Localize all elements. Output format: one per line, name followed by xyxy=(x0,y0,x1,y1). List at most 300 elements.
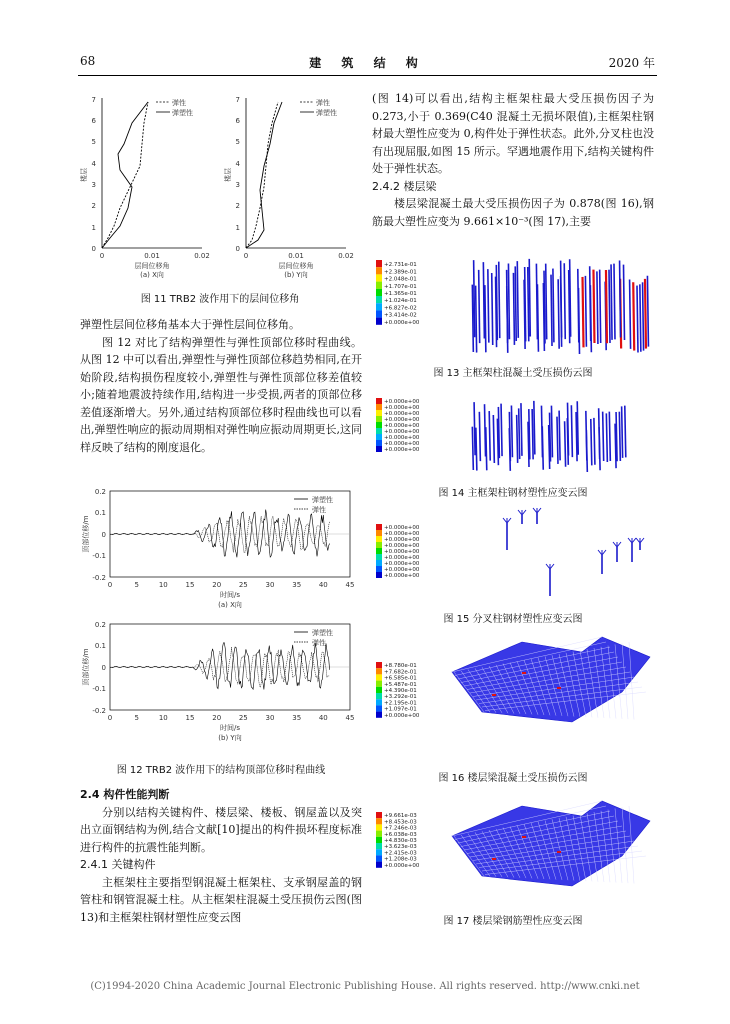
fig13-contour xyxy=(372,254,654,360)
legend-label: +0.000e+00 xyxy=(384,405,420,411)
fig11b-plastic-line xyxy=(246,102,282,248)
column-member xyxy=(485,404,486,456)
svg-text:3: 3 xyxy=(235,181,240,189)
damage-spot xyxy=(522,836,526,838)
fig15-contour xyxy=(372,502,654,602)
column-member xyxy=(606,413,607,462)
header-rule xyxy=(78,75,657,76)
legend-swatch xyxy=(376,566,382,572)
column-member xyxy=(472,427,473,470)
column-member xyxy=(583,277,584,347)
column-member xyxy=(609,270,610,343)
legend-label: +0.000e+00 xyxy=(384,862,420,869)
column-member xyxy=(558,279,559,348)
svg-text:弹性: 弹性 xyxy=(312,639,326,647)
legend-label: +0.000e+00 xyxy=(384,399,420,405)
svg-text:0.02: 0.02 xyxy=(194,252,210,260)
svg-text:0.02: 0.02 xyxy=(338,252,354,260)
right-text-1 xyxy=(372,90,654,230)
paragraph: 楼层梁混凝土最大受压损伤因子为 0.878(图 16),钢筋最大塑性应变为 9.661×10⁻³(图 17),主要 xyxy=(372,197,654,228)
column-member xyxy=(508,263,509,339)
svg-text:5: 5 xyxy=(235,138,240,146)
legend-swatch xyxy=(376,843,382,849)
column-member xyxy=(591,419,592,465)
column-member xyxy=(479,270,480,343)
legend-label: +0.000e+00 xyxy=(384,417,420,423)
legend-swatch xyxy=(376,572,382,578)
svg-text:-0.2: -0.2 xyxy=(92,707,106,715)
svg-text:1: 1 xyxy=(235,224,240,232)
legend-swatch xyxy=(376,824,382,830)
legend-swatch xyxy=(376,410,382,416)
legend-label: +5.487e-01 xyxy=(384,681,417,688)
column-member xyxy=(557,417,558,464)
legend-label: +2.048e-01 xyxy=(384,276,417,283)
column-member xyxy=(565,421,566,466)
svg-text:6: 6 xyxy=(91,117,96,125)
svg-text:弹塑性: 弹塑性 xyxy=(312,629,333,637)
column-member xyxy=(647,276,648,347)
legend-swatch xyxy=(376,862,382,868)
column-member xyxy=(551,275,552,346)
fig12-caption: 图 12 TRB2 波作用下的结构顶部位移时程曲线 xyxy=(116,765,326,776)
svg-text:5: 5 xyxy=(134,714,139,722)
svg-text:顶部位移/m: 顶部位移/m xyxy=(82,648,90,686)
column-member xyxy=(616,412,617,461)
legend-swatch xyxy=(376,674,382,680)
legend-label: +1.024e-01 xyxy=(384,298,417,305)
column-member xyxy=(568,403,569,456)
legend-swatch xyxy=(376,812,382,818)
svg-text:弹性: 弹性 xyxy=(316,99,330,107)
column-member xyxy=(625,406,626,458)
legend-swatch xyxy=(376,428,382,434)
column-member xyxy=(546,264,547,340)
svg-text:-0.1: -0.1 xyxy=(92,552,106,560)
column-member xyxy=(594,418,595,465)
svg-text:1: 1 xyxy=(91,224,96,232)
legend-label: +6.038e-03 xyxy=(384,831,417,838)
left-text-1 xyxy=(80,316,362,456)
column-member xyxy=(541,406,542,458)
svg-text:6: 6 xyxy=(235,117,240,125)
legend-swatch xyxy=(376,855,382,861)
column-member xyxy=(529,409,530,459)
svg-text:(a) X向: (a) X向 xyxy=(140,271,164,279)
branch-top xyxy=(636,538,644,543)
svg-text:层间位移角: 层间位移角 xyxy=(278,262,314,270)
svg-text:2: 2 xyxy=(235,202,240,210)
svg-text:时间/s: 时间/s xyxy=(219,591,241,599)
legend-swatch xyxy=(376,303,382,310)
legend-swatch xyxy=(376,705,382,711)
section-heading: 2.4 构件性能判断 xyxy=(80,788,170,801)
svg-text:0: 0 xyxy=(101,531,106,539)
legend-swatch xyxy=(376,296,382,303)
legend-label: +2.415e-03 xyxy=(384,850,417,857)
legend-swatch xyxy=(376,282,382,289)
svg-text:10: 10 xyxy=(158,714,168,722)
left-text-2 xyxy=(80,786,362,926)
legend-label: +2.195e-01 xyxy=(384,700,417,707)
column-member xyxy=(507,270,508,343)
column-member xyxy=(488,269,489,343)
legend-label: +0.000e+00 xyxy=(384,537,420,543)
legend-swatch xyxy=(376,693,382,699)
legend-swatch xyxy=(376,404,382,410)
svg-text:10: 10 xyxy=(158,581,168,589)
column-member xyxy=(619,412,620,461)
legend-swatch xyxy=(376,422,382,428)
legend-swatch xyxy=(376,536,382,542)
legend-swatch xyxy=(376,310,382,317)
paragraph: 分别以结构关键构件、楼层梁、楼板、钢屋盖以及突出立面钢结构为例,结合文献[10]提出的构件损坏程度标准进行构件的抗震性能判断。 xyxy=(80,805,362,854)
column-member xyxy=(593,270,594,343)
column-member xyxy=(515,266,516,341)
column-member xyxy=(633,282,634,350)
fig13-caption: 图 13 主框架柱混凝土受压损伤云图 xyxy=(433,368,593,379)
column-member xyxy=(550,413,551,462)
column-member xyxy=(528,267,529,341)
svg-text:5: 5 xyxy=(134,581,139,589)
svg-text:(b) Y向: (b) Y向 xyxy=(284,271,308,279)
column-member xyxy=(511,405,512,457)
column-member xyxy=(599,408,600,459)
fig11a-plastic-line xyxy=(102,102,148,248)
column-member xyxy=(474,260,475,337)
legend-swatch xyxy=(376,416,382,422)
legend-label: +4.390e-01 xyxy=(384,688,417,694)
legend-label: +0.000e+00 xyxy=(384,531,420,537)
svg-text:顶部位移/m: 顶部位移/m xyxy=(82,515,90,553)
svg-text:0.1: 0.1 xyxy=(94,509,106,517)
legend-label: +0.000e+00 xyxy=(384,429,420,435)
legend-label: +1.208e-03 xyxy=(384,856,417,863)
legend-label: +1.707e-01 xyxy=(384,283,417,290)
svg-text:弹塑性: 弹塑性 xyxy=(312,496,333,504)
fig11-chart-b xyxy=(224,90,369,280)
legend-swatch xyxy=(376,524,382,530)
legend-label: +0.000e+00 xyxy=(384,561,420,567)
column-member xyxy=(474,402,475,455)
legend-label: +9.661e-03 xyxy=(384,813,417,820)
fig16-caption: 图 16 楼层梁混凝土受压损伤云图 xyxy=(438,773,588,784)
column-member xyxy=(590,266,591,341)
svg-text:3: 3 xyxy=(91,181,96,189)
fig12-chart-b xyxy=(80,618,362,753)
column-member xyxy=(492,273,493,345)
svg-text:0.1: 0.1 xyxy=(94,642,106,650)
paragraph: 图 12 对比了结构弹塑性与弹性顶部位移时程曲线。从图 12 中可以看出,弹塑性与弹性顶部位移趋势相同,在开始阶段,结构损伤程度较小,弹塑性与弹性顶部位移差值较小;随着地震波持续作用,结构进一步受损,两者的顶部位移差值逐渐增大。另外,通过结构顶部位移时程曲线也可以看出,弹塑性响应的振动周期相对弹性响应振动周期更长,这同样反映了结构的刚度退化。 xyxy=(80,335,362,454)
column-member xyxy=(614,264,615,340)
column-member xyxy=(559,411,560,461)
column-member xyxy=(513,273,514,345)
legend-swatch xyxy=(376,446,382,452)
legend-label: +0.000e+00 xyxy=(384,447,420,453)
column-member xyxy=(570,259,571,337)
svg-text:楼层: 楼层 xyxy=(224,168,232,182)
paragraph: 主框架柱主要指型钢混凝土框架柱、支承钢屋盖的钢管柱和钢管混凝土柱。从主框架柱混凝土受压损伤云图(图 13)和主框架柱钢材塑性应变云图 xyxy=(80,875,362,924)
svg-text:25: 25 xyxy=(238,714,248,722)
legend-swatch xyxy=(376,530,382,536)
svg-text:0: 0 xyxy=(235,245,240,253)
svg-text:35: 35 xyxy=(292,714,302,722)
branch-top xyxy=(628,538,636,543)
svg-text:40: 40 xyxy=(318,581,328,589)
legend-swatch xyxy=(376,699,382,705)
fig17-contour xyxy=(372,796,654,908)
branch-top xyxy=(518,510,526,515)
column-member xyxy=(483,262,484,338)
column-member xyxy=(493,415,494,463)
svg-text:弹性: 弹性 xyxy=(312,506,326,514)
legend-swatch xyxy=(376,318,382,325)
legend-swatch xyxy=(376,681,382,687)
branch-top xyxy=(533,508,541,513)
fig11-caption: 图 11 TRB2 波作用下的层间位移角 xyxy=(140,294,300,305)
legend-label: +0.000e+00 xyxy=(384,319,420,326)
column-member xyxy=(501,404,502,457)
column-member xyxy=(525,267,526,341)
legend-label: +0.000e+00 xyxy=(384,549,420,555)
legend-label: +0.000e+00 xyxy=(384,567,420,573)
legend-label: +3.292e-01 xyxy=(384,694,417,701)
svg-text:弹塑性: 弹塑性 xyxy=(172,109,193,117)
svg-text:15: 15 xyxy=(185,581,195,589)
fig14-caption: 图 14 主框架柱钢材塑性应变云图 xyxy=(438,488,588,499)
legend-label: +0.000e+00 xyxy=(384,573,420,579)
svg-text:25: 25 xyxy=(238,581,248,589)
svg-text:7: 7 xyxy=(235,96,240,104)
column-member xyxy=(571,405,572,457)
legend-label: +3.414e-02 xyxy=(384,312,417,319)
svg-text:楼层: 楼层 xyxy=(80,168,88,182)
journal-title: 建 筑 结 构 xyxy=(309,56,426,70)
svg-text:20: 20 xyxy=(212,581,222,589)
svg-text:5: 5 xyxy=(91,138,96,146)
legend-swatch xyxy=(376,289,382,296)
legend-label: +0.000e+00 xyxy=(384,555,420,561)
column-member xyxy=(586,411,587,461)
column-member xyxy=(609,412,610,461)
svg-text:4: 4 xyxy=(91,160,96,168)
svg-text:0.01: 0.01 xyxy=(144,252,160,260)
branch-top xyxy=(598,550,606,555)
legend-swatch xyxy=(376,434,382,440)
svg-text:0: 0 xyxy=(91,245,96,253)
fig11a-elastic-line xyxy=(102,102,148,248)
legend-swatch xyxy=(376,831,382,837)
svg-text:(a) X向: (a) X向 xyxy=(218,601,242,609)
svg-text:0: 0 xyxy=(107,581,113,589)
branch-top xyxy=(503,518,511,523)
legend-swatch xyxy=(376,267,382,274)
branch-top xyxy=(546,564,554,569)
legend-label: +0.000e+00 xyxy=(384,441,420,447)
legend-swatch xyxy=(376,849,382,855)
damage-spot xyxy=(557,687,561,689)
legend-label: +0.000e+00 xyxy=(384,543,420,549)
column-member xyxy=(496,265,497,340)
column-member xyxy=(498,407,499,458)
svg-text:40: 40 xyxy=(318,714,328,722)
column-member xyxy=(476,428,477,471)
legend-swatch xyxy=(376,818,382,824)
legend-label: +8.780e-01 xyxy=(384,663,417,670)
legend-swatch xyxy=(376,548,382,554)
legend-label: +2.389e-01 xyxy=(384,269,417,276)
svg-text:0: 0 xyxy=(107,714,113,722)
column-member xyxy=(637,286,638,353)
legend-label: +7.246e-03 xyxy=(384,825,417,832)
subsection-heading: 2.4.1 关键构件 xyxy=(80,858,156,871)
column-member xyxy=(643,282,644,350)
copyright-footer: (C)1994-2020 China Academic Journal Electronic Publishing House. All rights reserved. http://www.cnki.net xyxy=(90,981,640,992)
legend-swatch xyxy=(376,398,382,404)
svg-text:4: 4 xyxy=(235,160,240,168)
journal-year: 2020 年 xyxy=(608,56,655,70)
legend-swatch xyxy=(376,687,382,693)
svg-text:0.01: 0.01 xyxy=(288,252,304,260)
svg-text:0.2: 0.2 xyxy=(94,621,106,629)
column-member xyxy=(517,415,518,463)
svg-text:弹塑性: 弹塑性 xyxy=(316,109,337,117)
legend-label: +1.097e-01 xyxy=(384,706,417,713)
column-member xyxy=(645,279,646,349)
legend-swatch xyxy=(376,560,382,566)
column-member xyxy=(611,264,612,339)
legend-label: +4.830e-03 xyxy=(384,838,417,844)
legend-swatch xyxy=(376,837,382,843)
column-member xyxy=(521,403,522,456)
svg-text:15: 15 xyxy=(185,714,195,722)
fig11-chart-a xyxy=(80,90,225,280)
legend-label: +0.000e+00 xyxy=(384,423,420,429)
column-member xyxy=(553,269,554,343)
damage-spot xyxy=(557,851,561,853)
column-member xyxy=(577,401,578,455)
svg-text:-0.1: -0.1 xyxy=(92,685,106,693)
column-member xyxy=(597,271,598,344)
column-member xyxy=(578,269,579,343)
svg-text:时间/s: 时间/s xyxy=(219,724,241,732)
svg-text:30: 30 xyxy=(265,714,275,722)
svg-text:0: 0 xyxy=(243,252,249,260)
fig12-chart-a xyxy=(80,485,362,615)
page-number: 68 xyxy=(80,54,96,68)
svg-text:45: 45 xyxy=(345,581,355,589)
svg-text:7: 7 xyxy=(91,96,96,104)
fig11b-elastic-line xyxy=(246,102,278,248)
column-member xyxy=(534,401,535,455)
svg-text:30: 30 xyxy=(265,581,275,589)
column-member xyxy=(630,279,631,348)
legend-swatch xyxy=(376,554,382,560)
legend-swatch xyxy=(376,542,382,548)
column-member xyxy=(622,406,623,457)
fig16-contour xyxy=(372,632,654,764)
fig17-caption: 图 17 楼层梁钢筋塑性应变云图 xyxy=(443,916,583,927)
svg-text:20: 20 xyxy=(212,714,222,722)
column-member xyxy=(561,261,562,338)
svg-text:35: 35 xyxy=(292,581,302,589)
column-member xyxy=(551,406,552,458)
legend-swatch xyxy=(376,668,382,674)
paragraph: (图 14)可以看出,结构主框架柱最大受压损伤因子为 0.273,小于 0.369(C40 混凝土无损坏限值),主框架柱钢材最大塑性应变为 0,构件处于弹性状态。此外,分叉柱也没有出现屈服,如图 15 所示。罕遇地震作用下,结构关键构件处于弹性状态。 xyxy=(372,92,654,175)
svg-text:2: 2 xyxy=(91,202,96,210)
svg-text:层间位移角: 层间位移角 xyxy=(134,262,170,270)
svg-text:45: 45 xyxy=(345,714,355,722)
column-member xyxy=(517,261,518,338)
legend-label: +2.731e-01 xyxy=(384,262,417,269)
fig14-contour xyxy=(372,392,654,478)
column-member xyxy=(536,264,537,340)
svg-text:0.2: 0.2 xyxy=(94,488,106,496)
fig12b-plastic-line xyxy=(110,643,330,690)
legend-swatch xyxy=(376,274,382,281)
damage-spot xyxy=(522,672,526,674)
column-member xyxy=(485,285,486,352)
fig12a-plastic-line xyxy=(110,510,330,558)
legend-label: +0.000e+00 xyxy=(384,525,420,531)
column-member xyxy=(623,265,624,340)
column-member xyxy=(532,409,533,459)
svg-text:弹性: 弹性 xyxy=(172,99,186,107)
legend-swatch xyxy=(376,662,382,668)
damage-spot xyxy=(492,694,496,696)
legend-label: +0.000e+00 xyxy=(384,435,420,441)
column-member xyxy=(640,284,641,351)
column-member xyxy=(585,276,586,347)
svg-text:0: 0 xyxy=(99,252,105,260)
column-member xyxy=(472,285,473,352)
subsection-heading: 2.4.2 楼层梁 xyxy=(372,179,437,193)
branch-top xyxy=(613,542,621,547)
column-member xyxy=(600,270,601,343)
svg-text:0: 0 xyxy=(101,664,106,672)
legend-label: +6.585e-01 xyxy=(384,675,417,682)
svg-text:-0.2: -0.2 xyxy=(92,574,106,582)
column-member xyxy=(529,259,530,337)
legend-label: +0.000e+00 xyxy=(384,411,420,417)
column-member xyxy=(476,286,477,353)
legend-label: +1.365e-01 xyxy=(384,291,417,297)
paragraph: 弹塑性层间位移角基本大于弹性层间位移角。 xyxy=(80,318,300,331)
damage-spot xyxy=(492,858,496,860)
column-member xyxy=(564,263,565,339)
column-member xyxy=(620,260,621,337)
legend-swatch xyxy=(376,712,382,718)
column-member xyxy=(489,411,490,461)
legend-label: +6.827e-02 xyxy=(384,305,417,312)
legend-label: +3.623e-03 xyxy=(384,844,417,851)
fig15-caption: 图 15 分叉柱钢材塑性应变云图 xyxy=(443,614,583,625)
column-member xyxy=(509,412,510,461)
column-member xyxy=(544,271,545,344)
svg-text:(b) Y向: (b) Y向 xyxy=(218,734,242,742)
legend-swatch xyxy=(376,440,382,446)
column-member xyxy=(603,412,604,461)
column-member xyxy=(499,262,500,339)
page-header xyxy=(80,54,655,74)
column-member xyxy=(519,408,520,459)
legend-label: +0.000e+00 xyxy=(384,712,420,719)
column-member xyxy=(479,412,480,461)
column-member xyxy=(606,270,607,343)
legend-label: +7.682e-01 xyxy=(384,669,417,676)
legend-swatch xyxy=(376,260,382,267)
legend-label: +8.453e-03 xyxy=(384,819,417,826)
